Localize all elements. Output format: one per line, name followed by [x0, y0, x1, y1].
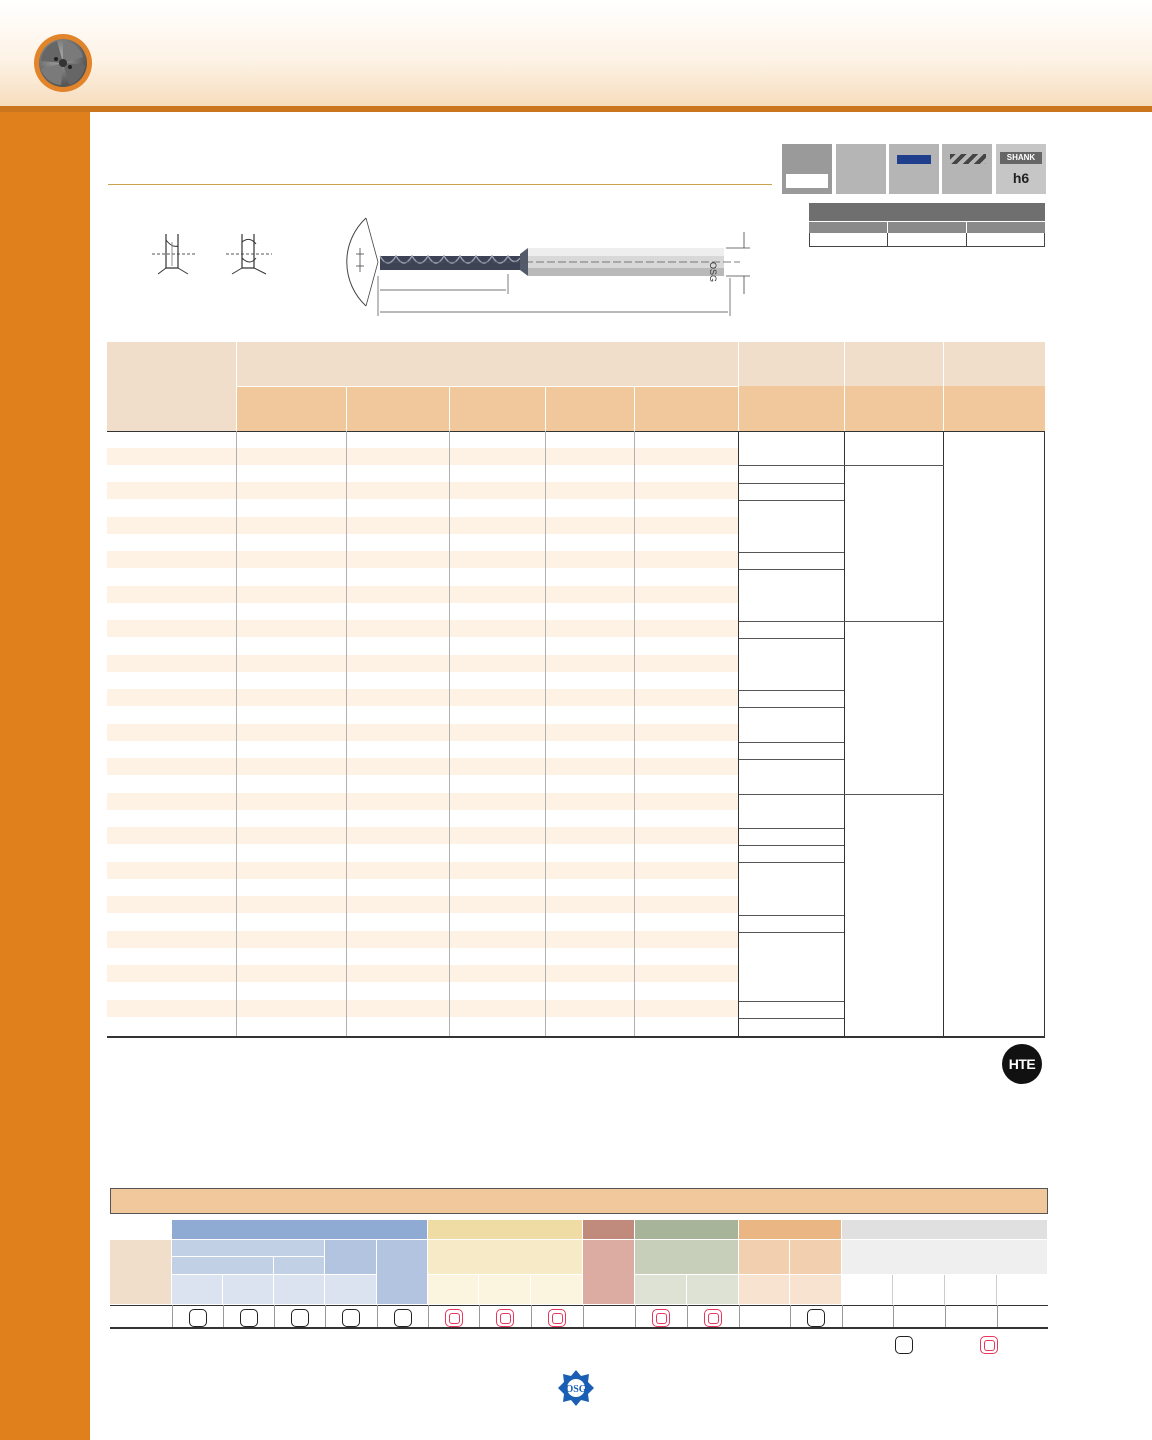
best-rating-mark — [548, 1309, 566, 1327]
legend-good-icon — [895, 1336, 913, 1354]
best-rating-mark — [445, 1309, 463, 1327]
header-band — [0, 0, 1152, 108]
coolant-spec-icon — [889, 144, 939, 194]
good-rating-mark — [291, 1309, 309, 1327]
good-rating-mark — [807, 1309, 825, 1327]
good-rating-mark — [394, 1309, 412, 1327]
good-rating-mark — [240, 1309, 258, 1327]
shank-spec-icon — [996, 144, 1046, 194]
tolerance-table — [809, 203, 1045, 247]
side-accent-bar — [0, 112, 90, 1440]
best-rating-mark — [652, 1309, 670, 1327]
good-rating-mark — [342, 1309, 360, 1327]
svg-text:OSG: OSG — [565, 1384, 587, 1395]
coating-spec-icon — [782, 144, 832, 194]
svg-text:OSG: OSG — [708, 262, 718, 283]
material-suitability-table — [110, 1220, 1048, 1330]
best-rating-mark — [704, 1309, 722, 1327]
drill-category-icon — [34, 34, 92, 92]
content-top-gap — [90, 112, 1152, 122]
shank-tolerance-label: h6 — [1012, 170, 1030, 186]
shank-tag: SHANK — [1000, 152, 1042, 164]
spec-table-header-row-2 — [107, 386, 1045, 431]
drill-dimension-drawing — [330, 214, 760, 320]
best-rating-mark — [496, 1309, 514, 1327]
thinning-drawing-icon — [222, 228, 276, 276]
point-angle-drawing-icon — [148, 228, 200, 276]
good-rating-mark — [189, 1309, 207, 1327]
flute-spec-icon — [942, 144, 992, 194]
specification-table — [107, 342, 1045, 1038]
material-table-title-bar — [110, 1188, 1048, 1214]
legend-best-icon — [980, 1336, 998, 1354]
spec-table-body — [107, 431, 1045, 1036]
spec-table-header-item — [107, 342, 236, 431]
hte-badge: HTE — [1002, 1044, 1042, 1084]
title-underline — [108, 184, 772, 185]
material-spec-icon — [836, 144, 886, 194]
spec-table-header-row-1 — [107, 342, 1045, 386]
osg-logo-icon — [556, 1368, 596, 1408]
